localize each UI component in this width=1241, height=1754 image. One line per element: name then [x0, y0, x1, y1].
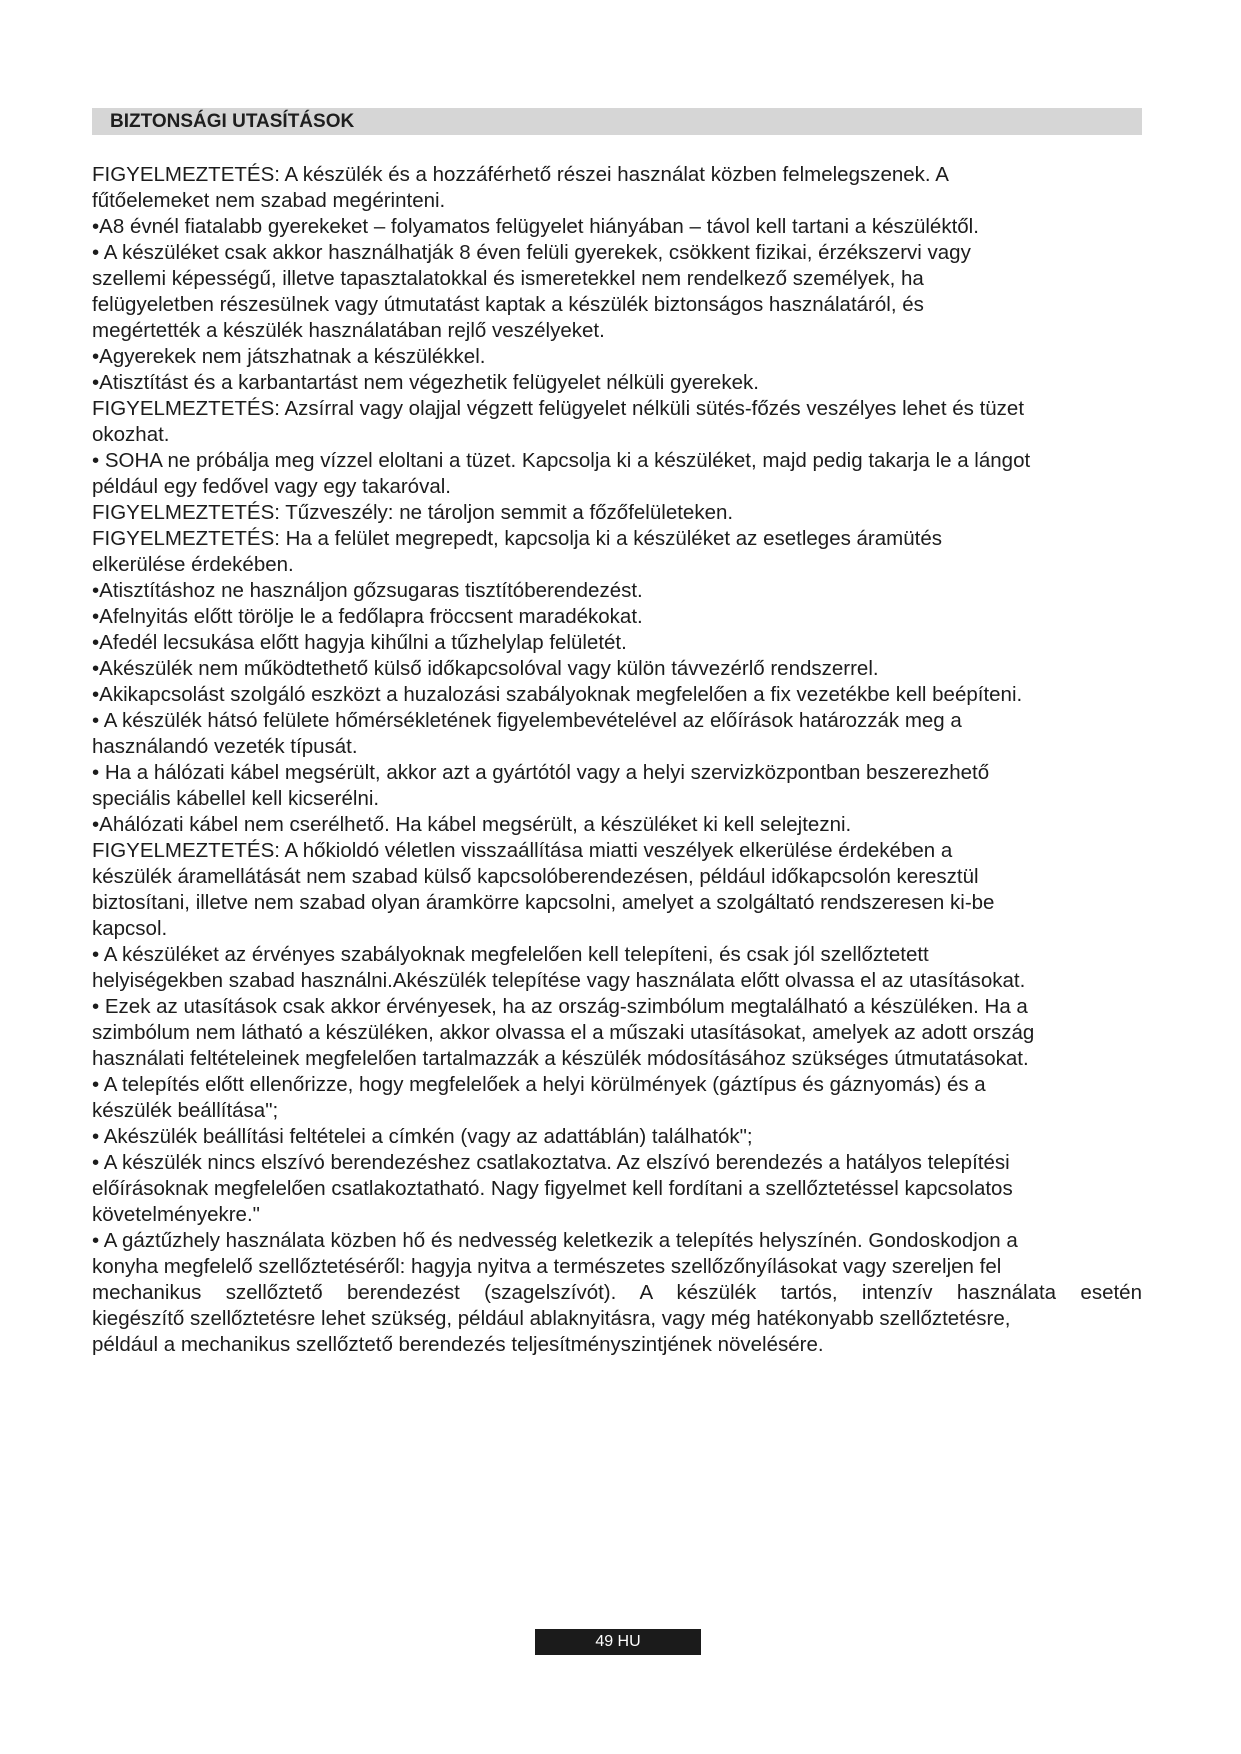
text-line: FIGYELMEZTETÉS: Tűzveszély: ne tároljon semmit a főzőfelületeken. — [92, 501, 734, 524]
text-line: FIGYELMEZTETÉS: A készülék és a hozzáférhető részei használat közben felmelegszenek. A — [92, 163, 949, 186]
text-line: például a mechanikus szellőztető berendezés teljesítményszintjének növelésére. — [92, 1333, 824, 1356]
text-line: • A készüléket csak akkor használhatják 8 éven felüli gyerekek, csökkent fizikai, érzékszervi vagy — [92, 241, 971, 264]
text-line: szellemi képességű, illetve tapasztalatokkal és ismeretekkel nem rendelkező személyek, ha — [92, 267, 924, 290]
page-number-label: 49 HU — [595, 1633, 641, 1650]
text-line: •Agyerekek nem játszhatnak a készülékkel. — [92, 345, 486, 368]
text-line: FIGYELMEZTETÉS: A hőkioldó véletlen visszaállítása miatti veszélyek elkerülése érdekében a — [92, 839, 953, 862]
text-line: követelményekre." — [92, 1203, 260, 1226]
text-line: kapcsol. — [92, 917, 168, 940]
section-header — [92, 108, 1142, 135]
text-line: elkerülése érdekében. — [92, 553, 294, 576]
text-line: használandó vezeték típusát. — [92, 735, 358, 758]
text-line: • A készüléket az érvényes szabályoknak megfelelően kell telepíteni, és csak jól szellőztetett — [92, 943, 929, 966]
text-line: •Afedél lecsukása előtt hagyja kihűlni a tűzhelylap felületét. — [92, 631, 627, 654]
text-line: biztosítani, illetve nem szabad olyan áramkörre kapcsolni, amelyet a szolgáltató rendszeresen ki-be — [92, 891, 995, 914]
text-line: mechanikus szellőztető berendezést (szagelszívót). A készülék tartós, intenzív használata esetén — [92, 1281, 1142, 1304]
text-line: készülék áramellátását nem szabad külső kapcsolóberendezésen, például időkapcsolón keresztül — [92, 865, 979, 888]
text-line: okozhat. — [92, 423, 170, 446]
section-title: BIZTONSÁGI UTASÍTÁSOK — [110, 111, 355, 132]
text-line: • Ha a hálózati kábel megsérült, akkor azt a gyártótól vagy a helyi szervizközpontban beszerezhető — [92, 761, 990, 784]
text-line: helyiségekben szabad használni.Akészülék telepítése vagy használata előtt olvassa el az utasításokat. — [92, 969, 1026, 992]
text-line: •Akikapcsolást szolgáló eszközt a huzalozási szabályoknak megfelelően a fix vezetékbe kell beépíteni. — [92, 683, 1023, 706]
text-line: • A készülék nincs elszívó berendezéshez csatlakoztatva. Az elszívó berendezés a hatályos telepítési — [92, 1151, 1010, 1174]
text-line: kiegészítő szellőztetésre lehet szükség, például ablaknyitásra, vagy még hatékonyabb szellőztetésre, — [92, 1307, 1011, 1330]
text-line: előírásoknak megfelelően csatlakoztatható. Nagy figyelmet kell fordítani a szellőztetéssel kapcsolatos — [92, 1177, 1013, 1200]
text-line: FIGYELMEZTETÉS: Azsírral vagy olajjal végzett felügyelet nélküli sütés-főzés veszélyes lehet és tüzet — [92, 397, 1025, 420]
text-line: •A8 évnél fiatalabb gyerekeket – folyamatos felügyelet hiányában – távol kell tartani a készüléktől. — [92, 215, 979, 238]
text-line: • A gáztűzhely használata közben hő és nedvesség keletkezik a telepítés helyszínén. Gondoskodjon a — [92, 1229, 1018, 1252]
text-line: • A telepítés előtt ellenőrizze, hogy megfelelőek a helyi körülmények (gáztípus és gáznyomás) és a — [92, 1073, 986, 1096]
text-line: felügyeletben részesülnek vagy útmutatást kaptak a készülék biztonságos használatáról, és — [92, 293, 924, 316]
text-line: •Atisztításhoz ne használjon gőzsugaras tisztítóberendezést. — [92, 579, 643, 602]
text-line: • A készülék hátsó felülete hőmérsékletének figyelembevételével az előírások határozzák meg a — [92, 709, 962, 732]
text-line: • SOHA ne próbálja meg vízzel eloltani a tüzet. Kapcsolja ki a készüléket, majd pedig takarja le a lángot — [92, 449, 1031, 472]
text-line: • Akészülék beállítási feltételei a címkén (vagy az adattáblán) találhatók"; — [92, 1125, 753, 1148]
page-number — [535, 1629, 701, 1655]
text-line: •Ahálózati kábel nem cserélhető. Ha kábel megsérült, a készüléket ki kell selejtezni. — [92, 813, 852, 836]
text-line: használati feltételeinek megfelelően tartalmazzák a készülék módosításához szükséges útmutatásokat. — [92, 1047, 1029, 1070]
text-line: például egy fedővel vagy egy takaróval. — [92, 475, 451, 498]
text-line: •Akészülék nem működtethető külső időkapcsolóval vagy külön távvezérlő rendszerrel. — [92, 657, 879, 680]
text-line: készülék beállítása"; — [92, 1099, 279, 1122]
text-line: •Afelnyitás előtt törölje le a fedőlapra fröccsent maradékokat. — [92, 605, 643, 628]
text-line: megértették a készülék használatában rejlő veszélyeket. — [92, 319, 605, 342]
text-line: FIGYELMEZTETÉS: Ha a felület megrepedt, kapcsolja ki a készüléket az esetleges áramütés — [92, 527, 942, 550]
safety-instructions-text — [92, 162, 1172, 1358]
text-line: •Atisztítást és a karbantartást nem végezhetik felügyelet nélküli gyerekek. — [92, 371, 759, 394]
text-line: fűtőelemeket nem szabad megérinteni. — [92, 189, 446, 212]
text-line: • Ezek az utasítások csak akkor érvényesek, ha az ország-szimbólum megtalálható a készüléken. Ha a — [92, 995, 1028, 1018]
text-line: konyha megfelelő szellőztetéséről: hagyja nyitva a természetes szellőzőnyílásokat vagy szereljen fel — [92, 1255, 1002, 1278]
text-line: speciális kábellel kell kicserélni. — [92, 787, 380, 810]
text-line: szimbólum nem látható a készüléken, akkor olvassa el a műszaki utasításokat, amelyek az adott ország — [92, 1021, 1035, 1044]
